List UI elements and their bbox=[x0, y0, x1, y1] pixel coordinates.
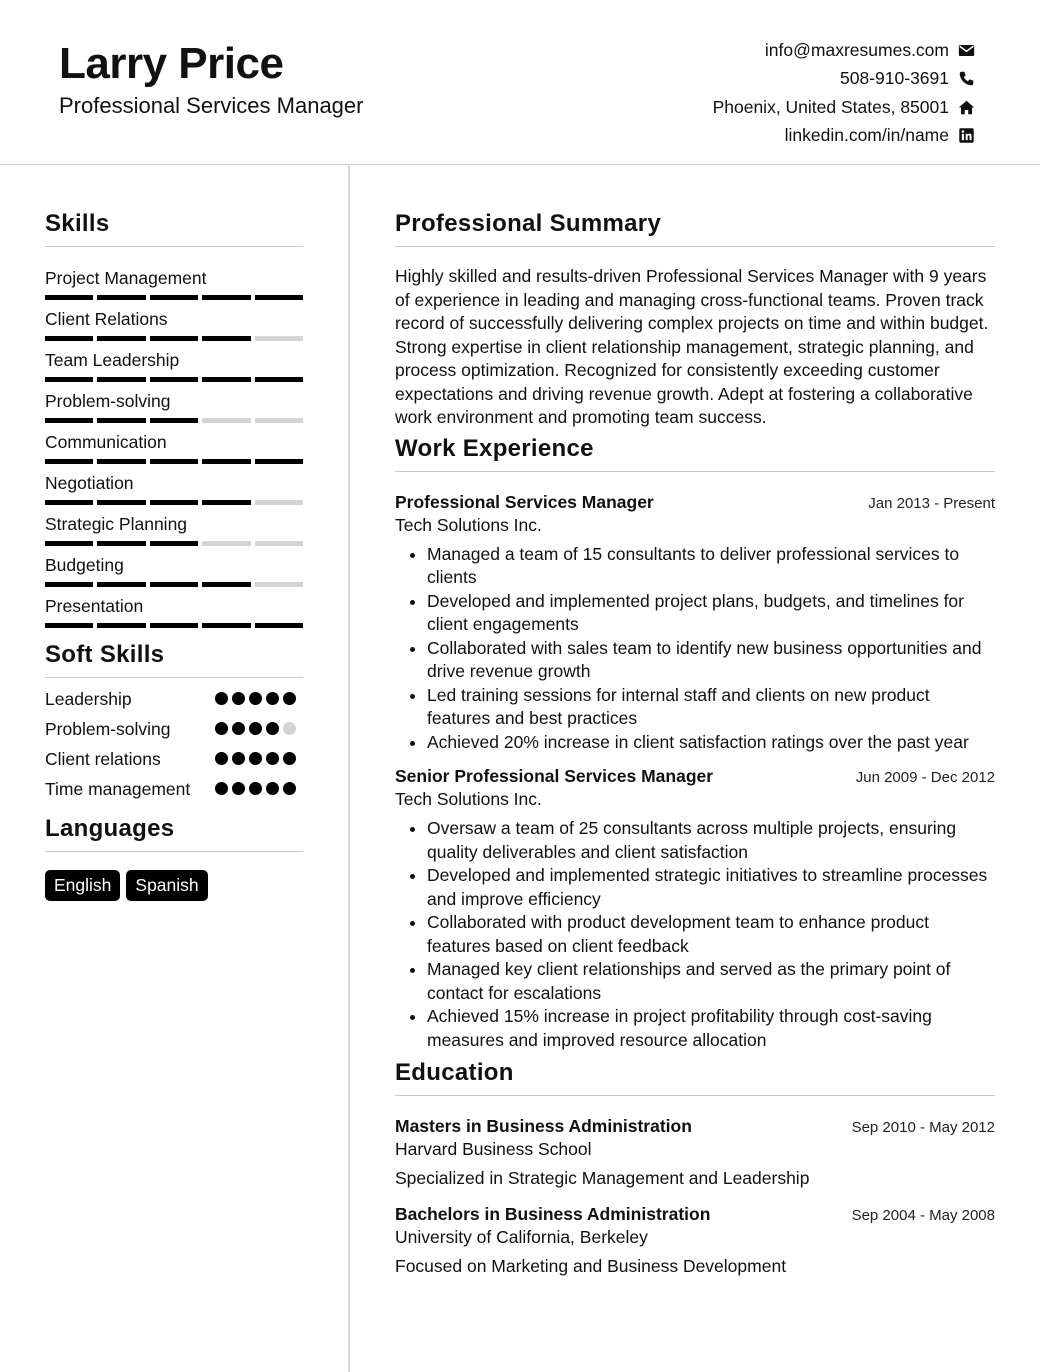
skill-name: Presentation bbox=[45, 596, 144, 616]
skill-level-segment bbox=[255, 295, 303, 300]
education-date: Sep 2004 - May 2008 bbox=[851, 1207, 995, 1224]
contact-email-text[interactable]: info@maxresumes.com bbox=[764, 39, 949, 60]
education-description: Specialized in Strategic Management and Leadership bbox=[395, 1168, 810, 1188]
soft-skill-item bbox=[45, 778, 303, 808]
job-bullet: • Led training sessions for internal staff and clients on new product features and best practices bbox=[427, 684, 995, 731]
languages-list bbox=[45, 852, 303, 901]
soft-skill-level-dot bbox=[215, 722, 228, 735]
candidate-role: Professional Services Manager bbox=[59, 93, 364, 118]
job-title: Senior Professional Services Manager bbox=[395, 766, 714, 786]
soft-skill-name: Time management bbox=[45, 779, 191, 799]
soft-skill-level-dot bbox=[232, 722, 245, 735]
education-description: Focused on Marketing and Business Development bbox=[395, 1256, 787, 1276]
experience-list bbox=[395, 492, 995, 1053]
soft-skill-level-dot bbox=[249, 782, 262, 795]
skill-level-segment bbox=[255, 459, 303, 464]
soft-skill-level-dot bbox=[215, 752, 228, 765]
skill-level-segment bbox=[202, 418, 250, 423]
skill-level-segment bbox=[202, 459, 250, 464]
experience-heading: Work Experience bbox=[395, 430, 995, 472]
job-bullet: • Oversaw a team of 25 consultants across multiple projects, ensuring quality deliverables and client satisfaction bbox=[427, 817, 995, 864]
skill-level-segment bbox=[255, 582, 303, 587]
soft-skill-level-dot bbox=[266, 692, 279, 705]
job-entry bbox=[395, 492, 995, 755]
soft-skill-level-dot bbox=[283, 752, 296, 765]
candidate-name: Larry Price bbox=[59, 39, 284, 88]
skill-level-segment bbox=[45, 377, 93, 382]
skill-level-segment bbox=[202, 500, 250, 505]
contact-list bbox=[713, 36, 975, 150]
job-company: Tech Solutions Inc. bbox=[395, 514, 542, 535]
skill-name: Client Relations bbox=[45, 309, 168, 329]
contact-location bbox=[713, 93, 975, 122]
skill-level-segment bbox=[255, 623, 303, 628]
skill-level-meter bbox=[45, 377, 303, 382]
skill-level-segment bbox=[202, 295, 250, 300]
job-bullet: • Collaborated with product development team to enhance product features based on client feedback bbox=[427, 911, 995, 958]
skill-name: Team Leadership bbox=[45, 350, 180, 370]
soft-skill-item bbox=[45, 748, 303, 778]
home-icon bbox=[957, 98, 975, 116]
job-bullet: • Managed key client relationships and served as the primary point of contact for escalations bbox=[427, 958, 995, 1005]
soft-skill-level-dot bbox=[249, 722, 262, 735]
skill-level-segment bbox=[150, 295, 198, 300]
education-entry bbox=[395, 1116, 995, 1190]
skill-level-segment bbox=[202, 377, 250, 382]
skill-level-segment bbox=[45, 623, 93, 628]
skill-name: Problem-solving bbox=[45, 391, 171, 411]
soft-skill-level-dot bbox=[215, 692, 228, 705]
skill-item bbox=[45, 423, 303, 464]
language-badge: Spanish bbox=[126, 870, 207, 901]
resume-header bbox=[0, 0, 1040, 165]
skill-level-segment bbox=[97, 295, 145, 300]
languages-heading: Languages bbox=[45, 810, 303, 852]
skill-level-segment bbox=[97, 459, 145, 464]
education-school: University of California, Berkeley bbox=[395, 1227, 648, 1247]
summary-heading: Professional Summary bbox=[395, 205, 995, 247]
skill-name: Budgeting bbox=[45, 555, 124, 575]
skill-level-meter bbox=[45, 541, 303, 546]
contact-phone[interactable] bbox=[713, 65, 975, 94]
skill-level-segment bbox=[97, 377, 145, 382]
skill-level-segment bbox=[150, 582, 198, 587]
skill-level-segment bbox=[150, 623, 198, 628]
skill-level-segment bbox=[150, 377, 198, 382]
skill-item bbox=[45, 382, 303, 423]
skill-level-segment bbox=[255, 377, 303, 382]
job-bullet: • Managed a team of 15 consultants to deliver professional services to clients bbox=[427, 543, 995, 590]
contact-linkedin[interactable] bbox=[713, 122, 975, 151]
column-divider bbox=[348, 165, 350, 1372]
skill-level-segment bbox=[202, 623, 250, 628]
language-badge: English bbox=[45, 870, 120, 901]
soft-skill-name: Client relations bbox=[45, 749, 161, 769]
skill-level-segment bbox=[255, 336, 303, 341]
envelope-icon bbox=[957, 41, 975, 59]
job-date: Jan 2013 - Present bbox=[868, 494, 995, 512]
soft-skill-level-meter bbox=[215, 722, 296, 735]
linkedin-icon bbox=[957, 127, 975, 145]
skill-level-segment bbox=[45, 582, 93, 587]
skill-level-segment bbox=[45, 459, 93, 464]
contact-linkedin-text[interactable]: linkedin.com/in/name bbox=[784, 125, 949, 146]
education-degree: Bachelors in Business Administration bbox=[395, 1204, 711, 1224]
skill-level-segment bbox=[202, 336, 250, 341]
soft-skills-list bbox=[45, 678, 303, 808]
skill-level-meter bbox=[45, 582, 303, 587]
soft-skill-level-dot bbox=[266, 752, 279, 765]
job-entry bbox=[395, 766, 995, 1052]
education-header bbox=[395, 1204, 995, 1225]
skill-level-segment bbox=[97, 623, 145, 628]
soft-skill-level-dot bbox=[232, 782, 245, 795]
education-heading: Education bbox=[395, 1054, 995, 1096]
job-header bbox=[395, 492, 995, 513]
right-column bbox=[395, 205, 995, 1278]
skill-level-segment bbox=[45, 336, 93, 341]
education-degree: Masters in Business Administration bbox=[395, 1116, 692, 1136]
skill-name: Communication bbox=[45, 432, 167, 452]
skill-item bbox=[45, 341, 303, 382]
job-date: Jun 2009 - Dec 2012 bbox=[855, 769, 995, 786]
skill-level-segment bbox=[97, 500, 145, 505]
skill-level-segment bbox=[45, 500, 93, 505]
skill-item bbox=[45, 300, 303, 341]
skill-level-segment bbox=[202, 582, 250, 587]
skill-item bbox=[45, 259, 303, 300]
soft-skill-level-dot bbox=[249, 752, 262, 765]
soft-skill-level-dot bbox=[283, 692, 296, 705]
job-bullets bbox=[395, 543, 995, 755]
soft-skills-heading: Soft Skills bbox=[45, 636, 303, 678]
skill-level-meter bbox=[45, 459, 303, 464]
skill-level-segment bbox=[97, 582, 145, 587]
skill-item bbox=[45, 587, 303, 628]
skill-name: Negotiation bbox=[45, 473, 134, 493]
skill-level-meter bbox=[45, 623, 303, 628]
job-bullet: • Developed and implemented project plans, budgets, and timelines for client engagements bbox=[427, 590, 995, 637]
phone-icon bbox=[957, 70, 975, 88]
education-list bbox=[395, 1116, 995, 1278]
education-date: Sep 2010 - May 2012 bbox=[851, 1119, 995, 1136]
job-header bbox=[395, 766, 995, 787]
contact-email[interactable] bbox=[713, 36, 975, 65]
soft-skill-name: Problem-solving bbox=[45, 719, 171, 739]
skill-level-segment bbox=[255, 418, 303, 423]
skill-level-segment bbox=[150, 459, 198, 464]
skill-level-segment bbox=[97, 418, 145, 423]
job-bullets bbox=[395, 817, 995, 1052]
soft-skill-level-meter bbox=[215, 752, 296, 765]
skill-item bbox=[45, 546, 303, 587]
skill-item bbox=[45, 505, 303, 546]
skill-level-segment bbox=[255, 500, 303, 505]
job-title: Professional Services Manager bbox=[395, 491, 654, 512]
soft-skill-level-dot bbox=[266, 722, 279, 735]
soft-skill-level-dot bbox=[266, 782, 279, 795]
education-school: Harvard Business School bbox=[395, 1139, 592, 1159]
skill-level-segment bbox=[45, 541, 93, 546]
skill-level-segment bbox=[150, 541, 198, 546]
job-bullet: • Collaborated with sales team to identify new business opportunities and drive revenue growth bbox=[427, 637, 995, 684]
job-company: Tech Solutions Inc. bbox=[395, 789, 542, 809]
skill-name: Strategic Planning bbox=[45, 514, 188, 534]
contact-location-text: Phoenix, United States, 85001 bbox=[712, 96, 949, 117]
skill-level-segment bbox=[45, 418, 93, 423]
soft-skill-name: Leadership bbox=[45, 689, 132, 709]
left-column bbox=[45, 205, 303, 901]
soft-skill-level-dot bbox=[249, 692, 262, 705]
skill-level-segment bbox=[255, 541, 303, 546]
skill-level-segment bbox=[45, 295, 93, 300]
skill-level-meter bbox=[45, 336, 303, 341]
skills-list bbox=[45, 247, 303, 628]
skill-level-segment bbox=[150, 336, 198, 341]
skill-level-meter bbox=[45, 418, 303, 423]
skill-level-segment bbox=[202, 541, 250, 546]
soft-skill-level-meter bbox=[215, 782, 296, 795]
skill-level-meter bbox=[45, 500, 303, 505]
job-bullet: • Achieved 20% increase in client satisfaction ratings over the past year bbox=[427, 731, 995, 755]
education-entry bbox=[395, 1204, 995, 1278]
education-header bbox=[395, 1116, 995, 1137]
soft-skill-level-dot bbox=[232, 752, 245, 765]
summary-text: Highly skilled and results-driven Professional Services Manager with 9 years of experience in leading and managing cross-functional teams. Proven track record of successfully delivering complex projects on time and within budget. Strong expertise in client relationship management, strategic planning, and process optimization. Recognized for consistently exceeding customer expectations and driving revenue growth. Adept at fostering a collaborative work environment and promoting team success. bbox=[395, 266, 989, 427]
job-bullet: • Developed and implemented strategic initiatives to streamline processes and improve efficiency bbox=[427, 864, 995, 911]
contact-phone-text[interactable]: 508-910-3691 bbox=[840, 68, 949, 89]
soft-skill-item bbox=[45, 688, 303, 718]
soft-skill-level-dot bbox=[232, 692, 245, 705]
skill-item bbox=[45, 464, 303, 505]
skill-level-segment bbox=[97, 541, 145, 546]
skill-level-segment bbox=[97, 336, 145, 341]
skill-name: Project Management bbox=[45, 268, 207, 288]
soft-skill-item bbox=[45, 718, 303, 748]
soft-skill-level-meter bbox=[215, 692, 296, 705]
job-bullet: • Achieved 15% increase in project profitability through cost-saving measures and improved resource allocation bbox=[427, 1005, 995, 1052]
soft-skill-level-dot bbox=[215, 782, 228, 795]
skill-level-segment bbox=[150, 500, 198, 505]
skills-heading: Skills bbox=[45, 205, 303, 247]
skill-level-meter bbox=[45, 295, 303, 300]
skill-level-segment bbox=[150, 418, 198, 423]
soft-skill-level-dot bbox=[283, 722, 296, 735]
soft-skill-level-dot bbox=[283, 782, 296, 795]
